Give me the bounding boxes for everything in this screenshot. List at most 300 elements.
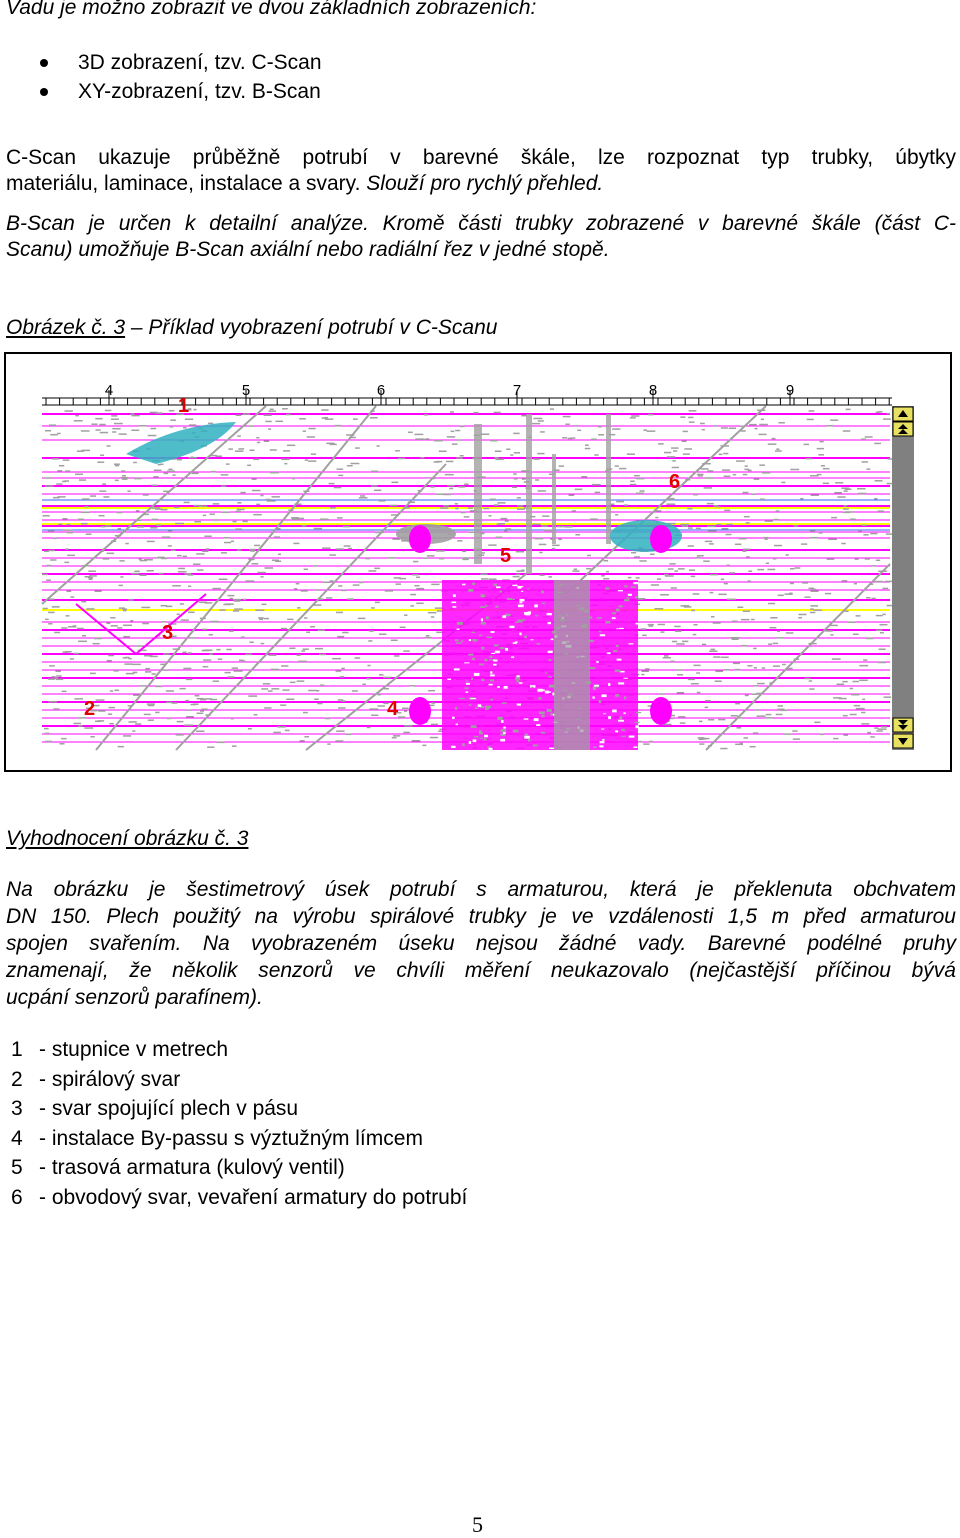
signal-speckle bbox=[220, 609, 226, 611]
signal-speckle bbox=[672, 467, 679, 469]
signal-speckle bbox=[866, 638, 874, 640]
signal-speckle bbox=[636, 577, 640, 579]
signal-speckle bbox=[867, 468, 871, 470]
signal-speckle bbox=[592, 484, 601, 486]
signal-speckle bbox=[344, 545, 351, 547]
signal-speckle bbox=[260, 576, 263, 578]
signal-speckle bbox=[202, 650, 210, 652]
signal-speckle bbox=[43, 608, 48, 610]
signal-speckle bbox=[729, 427, 736, 429]
signal-speckle bbox=[201, 708, 207, 710]
signal-speckle bbox=[776, 637, 783, 639]
signal-speckle bbox=[598, 426, 602, 428]
armature-speckle bbox=[545, 691, 549, 694]
signal-speckle bbox=[53, 497, 60, 499]
signal-speckle bbox=[862, 461, 868, 463]
signal-speckle bbox=[152, 507, 160, 509]
signal-speckle bbox=[825, 593, 831, 595]
signal-speckle bbox=[221, 474, 229, 476]
signal-speckle bbox=[289, 648, 295, 650]
signal-speckle bbox=[693, 634, 697, 636]
signal-speckle bbox=[362, 684, 365, 686]
signal-speckle bbox=[177, 555, 182, 557]
signal-speckle bbox=[432, 702, 436, 704]
signal-speckle bbox=[715, 680, 722, 682]
signal-speckle bbox=[92, 643, 99, 645]
armature-speckle bbox=[485, 708, 489, 710]
signal-speckle bbox=[425, 438, 429, 440]
armature-speckle bbox=[615, 694, 619, 697]
signal-speckle bbox=[272, 559, 279, 561]
signal-speckle bbox=[630, 417, 636, 418]
signal-speckle bbox=[541, 525, 548, 527]
armature-speckle bbox=[478, 704, 482, 707]
signal-speckle bbox=[57, 470, 62, 472]
signal-speckle bbox=[81, 523, 88, 525]
armature-speckle bbox=[468, 654, 473, 656]
signal-speckle bbox=[99, 490, 106, 492]
armature-speckle bbox=[535, 615, 538, 617]
signal-speckle bbox=[737, 607, 743, 609]
para2-line2: Scanu) umožňuje B-Scan axiální nebo radiální řez v jedné stopě. bbox=[6, 238, 610, 261]
armature-speckle bbox=[599, 700, 602, 703]
signal-speckle bbox=[94, 638, 102, 640]
signal-speckle bbox=[248, 728, 252, 730]
signal-speckle bbox=[676, 643, 684, 645]
signal-speckle bbox=[481, 578, 488, 580]
signal-speckle bbox=[50, 559, 56, 561]
signal-speckle bbox=[802, 582, 808, 584]
signal-speckle bbox=[468, 507, 473, 509]
signal-speckle bbox=[402, 708, 409, 710]
signal-speckle bbox=[103, 496, 109, 498]
signal-speckle bbox=[810, 608, 814, 610]
armature-speckle bbox=[489, 748, 493, 751]
signal-speckle bbox=[562, 437, 567, 439]
signal-speckle bbox=[234, 608, 243, 610]
signal-speckle bbox=[691, 683, 699, 685]
signal-speckle bbox=[669, 563, 675, 565]
signal-speckle bbox=[684, 448, 692, 450]
scan-scrollbar[interactable] bbox=[892, 406, 914, 750]
signal-speckle bbox=[337, 468, 344, 470]
armature-speckle bbox=[534, 604, 538, 607]
signal-speckle bbox=[131, 415, 139, 417]
signal-speckle bbox=[664, 452, 671, 454]
signal-speckle bbox=[516, 574, 520, 576]
signal-speckle bbox=[305, 459, 308, 461]
signal-speckle bbox=[665, 575, 674, 577]
armature-speckle bbox=[459, 698, 465, 699]
signal-speckle bbox=[123, 625, 132, 627]
signal-speckle bbox=[720, 748, 727, 750]
signal-speckle bbox=[414, 585, 419, 587]
signal-speckle bbox=[488, 515, 491, 517]
signal-speckle bbox=[778, 595, 784, 597]
armature-speckle bbox=[447, 679, 451, 680]
signal-speckle bbox=[256, 504, 260, 506]
armature-speckle bbox=[469, 741, 471, 744]
signal-speckle bbox=[105, 410, 111, 412]
signal-speckle bbox=[552, 548, 555, 550]
signal-speckle bbox=[86, 533, 92, 535]
signal-speckle bbox=[603, 578, 609, 580]
signal-speckle bbox=[569, 495, 575, 497]
signal-speckle bbox=[773, 558, 777, 560]
signal-speckle bbox=[68, 626, 76, 628]
signal-speckle bbox=[237, 509, 245, 511]
signal-speckle bbox=[688, 679, 695, 681]
armature-speckle bbox=[472, 632, 476, 633]
signal-speckle bbox=[666, 503, 675, 505]
armature-speckle bbox=[453, 594, 456, 597]
armature-speckle bbox=[608, 716, 611, 719]
signal-speckle bbox=[449, 488, 453, 490]
signal-speckle bbox=[55, 671, 60, 673]
signal-speckle bbox=[586, 568, 591, 570]
signal-speckle bbox=[98, 515, 104, 517]
armature-speckle bbox=[513, 730, 518, 733]
signal-speckle bbox=[336, 612, 343, 614]
signal-speckle bbox=[664, 655, 669, 657]
armature-speckle bbox=[490, 674, 495, 676]
signal-speckle bbox=[641, 674, 644, 676]
signal-speckle bbox=[790, 469, 799, 471]
signal-speckle bbox=[147, 703, 155, 705]
signal-speckle bbox=[150, 412, 158, 414]
signal-speckle bbox=[371, 471, 378, 473]
signal-speckle bbox=[148, 719, 154, 721]
signal-speckle bbox=[778, 422, 784, 424]
signal-speckle bbox=[228, 448, 233, 450]
signal-speckle bbox=[271, 688, 279, 690]
signal-speckle bbox=[757, 715, 766, 717]
signal-speckle bbox=[278, 554, 281, 556]
armature-speckle bbox=[502, 615, 506, 618]
signal-speckle bbox=[431, 616, 434, 618]
signal-speckle bbox=[114, 463, 120, 465]
signal-speckle bbox=[744, 516, 750, 518]
signal-speckle bbox=[820, 734, 824, 736]
signal-speckle bbox=[226, 649, 231, 651]
bullet-text: 3D zobrazení, tzv. C-Scan bbox=[78, 51, 322, 74]
signal-speckle bbox=[461, 557, 469, 559]
signal-speckle bbox=[707, 470, 713, 472]
signal-speckle bbox=[62, 691, 67, 693]
signal-speckle bbox=[227, 595, 234, 597]
signal-speckle bbox=[125, 543, 128, 545]
signal-speckle bbox=[880, 632, 884, 634]
signal-speckle bbox=[60, 743, 65, 745]
signal-speckle bbox=[392, 737, 397, 739]
signal-speckle bbox=[264, 618, 269, 620]
signal-speckle bbox=[724, 583, 728, 585]
armature-speckle bbox=[452, 606, 456, 608]
signal-speckle bbox=[876, 615, 883, 617]
signal-speckle bbox=[209, 653, 213, 655]
signal-speckle bbox=[160, 464, 164, 466]
armature-speckle bbox=[516, 680, 519, 682]
signal-speckle bbox=[843, 512, 851, 514]
signal-speckle bbox=[96, 699, 105, 701]
signal-speckle bbox=[841, 543, 845, 545]
signal-speckle bbox=[867, 732, 871, 734]
signal-speckle bbox=[719, 454, 723, 456]
signal-speckle bbox=[693, 494, 698, 496]
signal-speckle bbox=[591, 439, 597, 441]
signal-speckle bbox=[374, 490, 381, 492]
signal-speckle bbox=[172, 702, 178, 704]
signal-speckle bbox=[843, 508, 849, 510]
signal-speckle bbox=[455, 503, 458, 505]
signal-speckle bbox=[82, 635, 86, 637]
signal-speckle bbox=[326, 443, 334, 445]
signal-speckle bbox=[347, 465, 353, 467]
signal-speckle bbox=[74, 723, 82, 725]
signal-speckle bbox=[718, 594, 726, 596]
armature-speckle bbox=[636, 623, 639, 625]
signal-speckle bbox=[206, 548, 209, 550]
signal-speckle bbox=[325, 718, 330, 720]
signal-speckle bbox=[656, 510, 661, 512]
armature-speckle bbox=[490, 656, 493, 658]
signal-speckle bbox=[809, 410, 815, 412]
signal-speckle bbox=[795, 567, 801, 569]
signal-speckle bbox=[95, 591, 102, 593]
signal-speckle bbox=[267, 500, 276, 502]
signal-speckle bbox=[133, 672, 138, 674]
signal-speckle bbox=[759, 424, 768, 426]
signal-speckle bbox=[731, 715, 738, 717]
signal-speckle bbox=[355, 447, 360, 449]
signal-speckle bbox=[872, 598, 876, 600]
signal-speckle bbox=[184, 502, 190, 504]
signal-speckle bbox=[172, 585, 181, 587]
armature-speckle bbox=[549, 748, 554, 750]
signal-speckle bbox=[340, 676, 345, 678]
signal-speckle bbox=[542, 515, 549, 517]
signal-speckle bbox=[310, 626, 315, 628]
signal-speckle bbox=[122, 475, 126, 477]
armature-speckle bbox=[517, 620, 522, 623]
signal-speckle bbox=[705, 707, 709, 709]
armature-speckle bbox=[485, 605, 487, 607]
signal-speckle bbox=[297, 607, 301, 609]
signal-speckle bbox=[619, 468, 626, 470]
signal-speckle bbox=[431, 724, 438, 726]
signal-speckle bbox=[708, 530, 717, 532]
signal-speckle bbox=[604, 560, 609, 562]
armature-speckle bbox=[484, 659, 487, 662]
signal-speckle bbox=[594, 454, 598, 456]
vertical-streak bbox=[606, 414, 611, 544]
signal-speckle bbox=[84, 727, 93, 729]
signal-speckle bbox=[837, 496, 845, 498]
signal-speckle bbox=[90, 673, 96, 675]
signal-speckle bbox=[176, 734, 184, 736]
armature-speckle bbox=[600, 741, 605, 743]
feature-circle bbox=[409, 697, 431, 725]
signal-speckle bbox=[746, 522, 750, 524]
signal-speckle bbox=[360, 495, 365, 497]
armature-speckle bbox=[511, 656, 514, 657]
feature-circle bbox=[650, 697, 672, 725]
armature-speckle bbox=[507, 598, 512, 600]
signal-speckle bbox=[212, 588, 221, 590]
signal-speckle bbox=[558, 539, 562, 541]
armature-speckle bbox=[539, 711, 545, 714]
signal-speckle bbox=[883, 614, 886, 616]
signal-speckle bbox=[700, 423, 705, 425]
signal-speckle bbox=[353, 584, 360, 586]
signal-speckle bbox=[245, 654, 252, 656]
signal-speckle bbox=[221, 511, 230, 512]
signal-speckle bbox=[197, 698, 204, 700]
signal-speckle bbox=[236, 511, 241, 513]
signal-speckle bbox=[870, 533, 877, 535]
signal-speckle bbox=[505, 520, 509, 522]
evaluation-line4: znamenají, že několik senzorů ve chvíli měření neukazovalo (nejčastější příčinou bývá bbox=[6, 959, 956, 982]
signal-speckle bbox=[108, 655, 114, 657]
signal-speckle bbox=[651, 584, 659, 586]
armature-speckle bbox=[615, 670, 621, 672]
signal-speckle bbox=[817, 474, 822, 476]
signal-speckle bbox=[497, 502, 505, 504]
signal-speckle bbox=[451, 431, 455, 433]
signal-speckle bbox=[131, 573, 139, 575]
armature-speckle bbox=[484, 735, 488, 738]
signal-speckle bbox=[248, 425, 253, 427]
signal-speckle bbox=[776, 448, 779, 450]
signal-speckle bbox=[287, 619, 293, 621]
signal-speckle bbox=[757, 569, 764, 571]
signal-speckle bbox=[395, 583, 401, 585]
signal-speckle bbox=[672, 460, 676, 462]
signal-speckle bbox=[722, 528, 729, 530]
armature-speckle bbox=[538, 697, 541, 700]
signal-speckle bbox=[812, 589, 816, 591]
signal-speckle bbox=[213, 680, 219, 682]
signal-speckle bbox=[347, 598, 354, 600]
signal-speckle bbox=[61, 738, 67, 740]
armature-speckle bbox=[491, 653, 495, 654]
signal-speckle bbox=[102, 483, 106, 485]
armature-speckle bbox=[524, 734, 528, 736]
signal-speckle bbox=[693, 593, 700, 595]
signal-speckle bbox=[642, 635, 646, 637]
signal-speckle bbox=[308, 428, 315, 430]
signal-speckle bbox=[110, 617, 115, 619]
signal-speckle bbox=[164, 669, 168, 671]
signal-speckle bbox=[366, 678, 371, 680]
armature-speckle bbox=[547, 709, 552, 712]
armature-speckle bbox=[592, 696, 594, 698]
armature-speckle bbox=[519, 633, 521, 636]
signal-speckle bbox=[145, 671, 151, 673]
signal-speckle bbox=[132, 730, 135, 732]
armature-speckle bbox=[510, 626, 515, 628]
signal-speckle bbox=[714, 425, 717, 427]
signal-speckle bbox=[809, 688, 814, 690]
signal-speckle bbox=[439, 451, 447, 453]
signal-speckle bbox=[660, 631, 664, 633]
signal-speckle bbox=[107, 660, 112, 662]
signal-speckle bbox=[410, 594, 416, 596]
signal-speckle bbox=[655, 517, 658, 519]
signal-speckle bbox=[255, 610, 264, 612]
signal-speckle bbox=[835, 482, 843, 484]
signal-speckle bbox=[514, 452, 520, 454]
bullet-text: XY-zobrazení, tzv. B-Scan bbox=[78, 80, 321, 103]
signal-speckle bbox=[169, 410, 175, 412]
signal-speckle bbox=[634, 556, 640, 558]
signal-speckle bbox=[431, 584, 439, 586]
armature-speckle bbox=[505, 648, 508, 651]
para1-line2-italic: Slouží pro rychlý přehled. bbox=[366, 172, 604, 195]
figure-marker-1: 1 bbox=[178, 395, 190, 417]
armature-speckle bbox=[501, 731, 504, 732]
armature-speckle bbox=[616, 645, 619, 647]
legend-text: - trasová armatura (kulový ventil) bbox=[39, 1156, 345, 1179]
signal-speckle bbox=[827, 558, 835, 560]
signal-speckle bbox=[403, 732, 409, 734]
signal-speckle bbox=[514, 478, 518, 480]
armature-speckle bbox=[451, 746, 456, 748]
signal-speckle bbox=[641, 670, 648, 672]
signal-speckle bbox=[335, 425, 342, 427]
armature-speckle bbox=[600, 634, 605, 635]
signal-speckle bbox=[480, 573, 487, 575]
signal-speckle bbox=[757, 683, 765, 685]
signal-speckle bbox=[365, 558, 370, 560]
signal-speckle bbox=[185, 419, 193, 421]
signal-speckle bbox=[680, 605, 689, 607]
signal-speckle bbox=[781, 710, 787, 712]
armature-speckle bbox=[601, 728, 604, 729]
legend-text: - obvodový svar, vevaření armatury do potrubí bbox=[39, 1186, 468, 1209]
signal-speckle bbox=[688, 527, 693, 529]
signal-speckle bbox=[437, 610, 442, 612]
signal-speckle bbox=[151, 485, 158, 487]
armature-speckle bbox=[633, 582, 638, 584]
signal-speckle bbox=[776, 510, 779, 512]
signal-speckle bbox=[332, 658, 341, 660]
signal-speckle bbox=[193, 505, 202, 507]
signal-speckle bbox=[672, 641, 677, 643]
armature-speckle bbox=[590, 667, 596, 669]
signal-speckle bbox=[710, 649, 715, 651]
vertical-streak bbox=[552, 454, 556, 544]
signal-speckle bbox=[203, 659, 211, 661]
signal-speckle bbox=[188, 652, 192, 654]
signal-speckle bbox=[268, 428, 271, 430]
armature-speckle bbox=[533, 745, 538, 747]
signal-speckle bbox=[753, 685, 758, 687]
signal-speckle bbox=[874, 498, 877, 500]
signal-speckle bbox=[707, 526, 716, 528]
signal-speckle bbox=[636, 493, 644, 495]
signal-speckle bbox=[875, 480, 883, 482]
signal-speckle bbox=[674, 570, 678, 572]
signal-speckle bbox=[854, 583, 857, 585]
signal-speckle bbox=[235, 450, 244, 452]
signal-speckle bbox=[874, 443, 881, 445]
signal-speckle bbox=[699, 721, 703, 723]
signal-speckle bbox=[650, 553, 655, 555]
armature-speckle bbox=[534, 718, 539, 721]
signal-speckle bbox=[214, 519, 219, 521]
armature-speckle bbox=[601, 694, 606, 697]
